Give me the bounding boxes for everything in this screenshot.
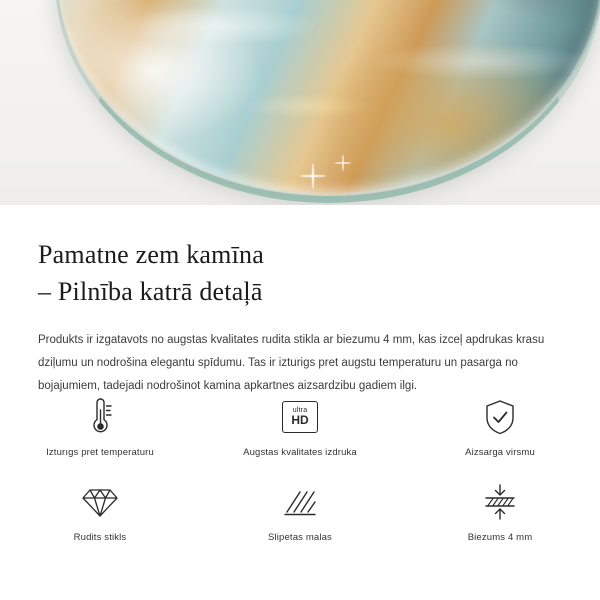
page-title-line-2: – Pilnība katrā detaļā (38, 276, 263, 306)
polished-edges-icon (281, 480, 319, 524)
feature-label: Augstas kvalitates izdruka (243, 447, 357, 458)
hero-image (0, 0, 600, 205)
thermometer-icon (83, 395, 117, 439)
feature-list (0, 395, 600, 543)
feature-item-surface-protection (400, 395, 600, 458)
feature-item-print-quality (200, 395, 400, 458)
ultra-hd-badge-bottom: HD (291, 413, 309, 428)
feature-label: Slipetas malas (268, 532, 332, 543)
feature-label: Biezums 4 mm (467, 532, 533, 543)
shield-check-icon (483, 395, 517, 439)
diamond-icon (81, 480, 119, 524)
feature-label: Aizsarga virsmu (465, 447, 535, 458)
ultra-hd-icon (282, 395, 318, 439)
page-title-line-1: Pamatne zem kamīna (38, 240, 264, 269)
description-paragraph: Produkts ir izgatavots no augstas kvalitates rudita stikla ar biezumu 4 mm, kas izceļ apdrukas krasu dziļumu un nodrošina elegantu spīdumu. Tas ir izturigs pret augstu temperaturu un pasarga no bojajumiem, tadejadi nodrošinot kamina apkartnes aizsardzibu gadiem ilgi. (38, 333, 545, 392)
feature-item-polished-edges (200, 480, 400, 543)
feature-label: Rudits stikls (73, 532, 127, 543)
thickness-icon (481, 480, 519, 524)
marble-glass-disc-image (55, 0, 600, 195)
feature-item-thickness (400, 480, 600, 543)
page-title (0, 205, 600, 311)
feature-item-tempered-glass (0, 480, 200, 543)
feature-label: Izturıgs pret temperaturu (46, 447, 154, 458)
feature-item-temperature (0, 395, 200, 458)
text-content (0, 205, 600, 398)
ultra-hd-badge-top: ultra (292, 407, 308, 415)
